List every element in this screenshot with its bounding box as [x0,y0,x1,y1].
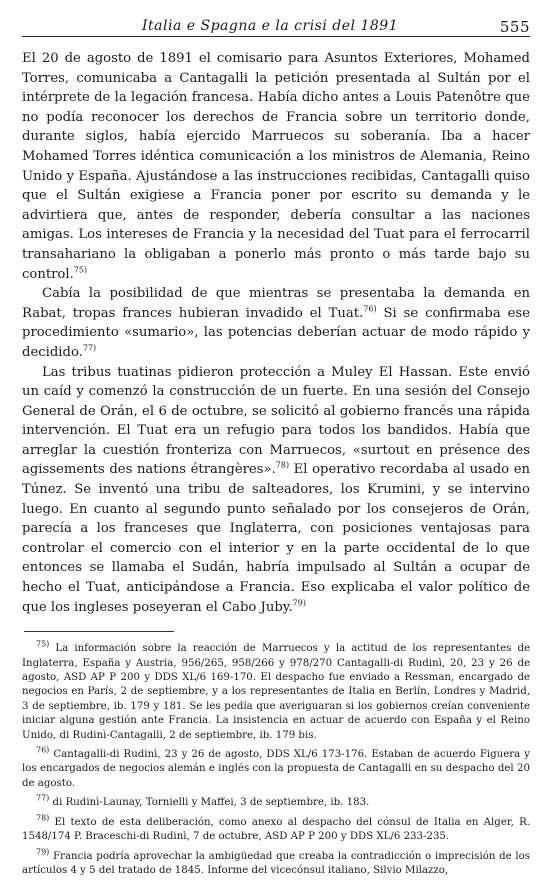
note-ref-78: 78) [275,461,290,471]
footnote-76-number: 76) [36,745,50,755]
note-ref-75: 75) [73,265,88,275]
body-text [22,49,530,617]
running-header [22,14,530,37]
footnote-79 [22,847,530,879]
footnote-78 [22,813,530,845]
footnote-76-text: Cantagalli-di Rudinì, 23 y 26 de agosto, DDS XL/6 173-176. Estaban de acuerdo Figuera y los encargados de negocios alemán e inglés con la propuesta de Cantagalli en su despacho del 20 de agosto. [22,749,530,789]
footnote-78-text: El texto de esta deliberación, como anexo al despacho del cónsul de Italia en Alger, R. 1548/174 P. Braceschi-di Rudinì, 7 de octubre, ASD AP P 200 y DDS XL/6 233-235. [22,816,530,843]
footnote-77-number: 77) [36,793,50,803]
footnote-75 [22,639,530,743]
footnote-76 [22,745,530,791]
footnotes [22,639,530,878]
footnote-79-text: Francia podría aprovechar la ambigüedad que creaba la contradicción o imprecisión de los artículos 4 y 5 del tratado de 1845. Informe del vicecónsul italiano, Silvio Milazzo, [22,850,530,876]
footnote-78-number: 78) [36,813,50,823]
footnote-77-text: di Rudinì-Launay, Tornielli y Maffei, 3 de septiembre, ib. 183. [49,797,370,809]
paragraph-2-text-b: Si se confirmaba ese procedimiento «sumario», las potencias deberían actuar de modo rápido y decidido. [22,305,531,360]
note-ref-77: 77) [82,343,97,353]
note-ref-79: 79) [292,598,306,608]
paragraph-3-text-a: Las tribus tuatinas pidieron protección a Muley El Hassan. Este envió un caíd y comenzó la construcción de un fuerte. En una sesión del Consejo General de Orán, el 6 de octubre, se solicitó al gobierno francés una rápida intervención. El Tuat era un refugio para todos los bandidos. Había que arreglar la cuestión fronteriza con Marruecos, «surtout en présence des agissements des nations étrangères». [22,364,530,478]
paragraph-1-text: El 20 de agosto de 1891 el comisario para Asuntos Exteriores, Mohamed Torres, comunicaba a Cantagalli la petición presentada al Sultán por el intérprete de la legación francesa. Había dicho antes a Louis Patenôtre que no podía reconocer los derechos de Francia sobre un territorio donde, durante siglos, había ejercido Marruecos su soberanía. Iba a hacer Mohamed Torres idéntica comunicación a los ministros de Alemania, Reino Unido y España. Ajustándose a las instrucciones recibidas, Cantagalli quiso que el Sultán exigiese a Francia poner por escrito su demanda y le advirtiera que, antes de responder, debería consultar a las naciones amigas. Los intereses de Francia y la necesidad del Tuat para el ferrocarril transahariano la obligaban a ponerlo más pronto o más tarde bajo su control. [22,51,530,282]
footnote-79-number: 79) [36,847,50,857]
paragraph-2 [22,284,530,362]
paragraph-2-text-a: Cabía la posibilidad de que mientras se presentaba la demanda en Rabat, tropas frances hubieran invadido el Tuat. [22,286,530,321]
footnote-77 [22,793,530,810]
book-page [22,14,530,883]
footnote-rule [24,631,174,632]
paragraph-3 [22,363,530,618]
paragraph-1 [22,49,530,284]
page-number: 555 [499,18,530,36]
paragraph-3-text-b: El operativo recordaba al usado en Túnez. Se inventó una tribu de salteadores, los Krumini, y se intervino luego. En cuanto al segundo punto señalado por los consejeros de Orán, parecía a los franceses que Inglaterra, con posiciones ventajosas para controlar el comercio con el interior y en la parte occidental de lo que entonces se llamaba el Sudán, habría impulsado al Sultán a ocupar de hecho el Tuat, anticipándose a Francia. Eso explicaba el valor político de que los ingleses poseyeran el Cabo Juby. [22,462,530,615]
note-ref-76: 76) [363,304,377,314]
footnote-75-number: 75) [36,639,50,649]
running-title: Italia e Spagna e la crisi del 1891 [142,18,399,34]
footnote-75-text: La información sobre la reacción de Marruecos y la actitud de los representantes de Inglaterra, España y Austria, 956/265, 958/266 y 978/270 Cantagalli-di Rudinì, 20, 23 y 26 de agosto, ASD AP P 200 y DDS XL/6 169-170. El despacho fue enviado a Ressman, encargado de negocios en París, 2 de septiembre, y a los representantes de Italia en Berlín, Londres y Madrid, 3 de septiembre, ib. 179 y 181. Se les pedía que averiguaran si los gobiernos creían conveniente iniciar alguna gestión ante Francia. La insistencia en actuar de acuerdo con España y el Reino Unido, di Rudinì-Cantagalli, 2 de septiembre, ib. 179 bis. [22,643,530,741]
